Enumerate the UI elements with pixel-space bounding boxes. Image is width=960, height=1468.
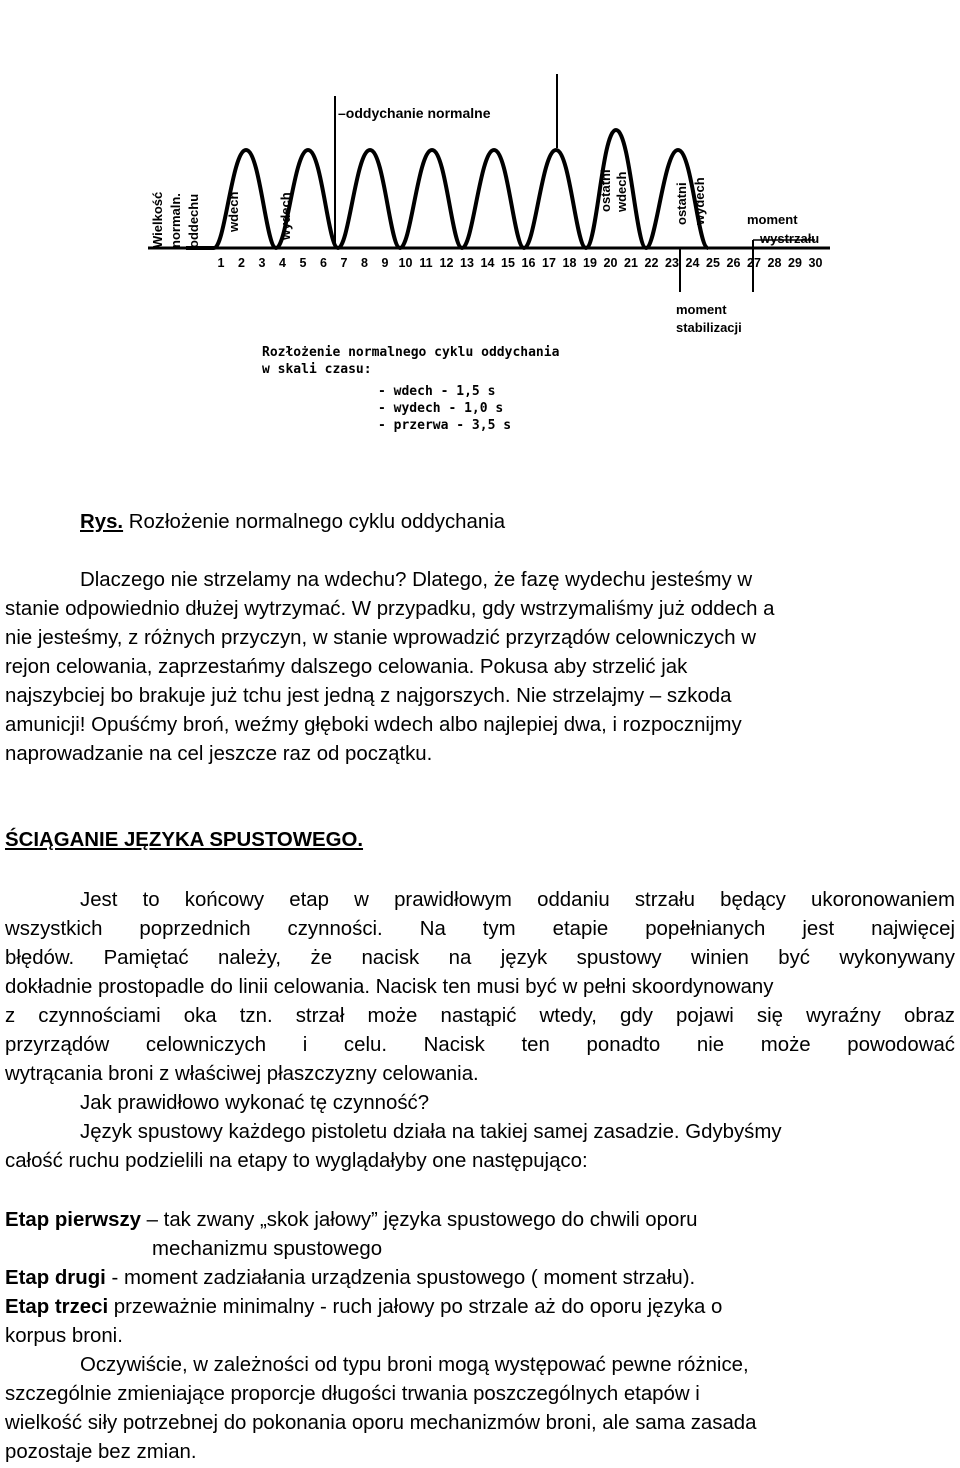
axis-tick-label: 23: [665, 256, 679, 270]
svg-text:wystrzału: wystrzału: [760, 231, 820, 246]
svg-text:ostatni: ostatni: [674, 182, 689, 225]
axis-tick-label: 6: [320, 256, 327, 270]
breathing-cycle-diagram: [0, 0, 960, 440]
svg-text:- wydech - 1,0 s: - wydech - 1,0 s: [378, 401, 504, 416]
stabilization-label: [676, 302, 742, 335]
axis-tick-label: 27: [747, 256, 761, 270]
axis-tick-label: 22: [644, 256, 659, 270]
svg-text:oddechu: oddechu: [186, 193, 201, 248]
stage-2: [5, 1264, 960, 1293]
axis-tick-label: 8: [361, 256, 368, 270]
scan-note: [262, 345, 560, 433]
para1-line: Dlaczego nie strzelamy na wdechu? Dlatego, że fazę wydechu jesteśmy w: [80, 569, 753, 591]
stage-3-cont: [5, 1322, 960, 1351]
axis-tick-label: 17: [542, 256, 556, 270]
axis-tick-label: 30: [808, 256, 823, 270]
axis-tick-label: 16: [521, 256, 536, 270]
para3-line: pozostaje bez zmian.: [5, 1441, 197, 1463]
stage-label: Etap pierwszy: [5, 1209, 141, 1231]
para2-line: z czynnościami oka tzn. strzał może nastąpić wtedy, gdy pojawi się wyraźny obraz: [5, 1005, 955, 1027]
svg-text:ostatni: ostatni: [598, 169, 613, 212]
stage-1: [5, 1206, 960, 1235]
axis-tick-label: 11: [419, 256, 433, 270]
stage-text: korpus broni.: [5, 1325, 123, 1347]
left-label: [150, 192, 201, 248]
para1-line: stanie odpowiednio dłużej wytrzymać. W przypadku, gdy wstrzymaliśmy już oddech a: [5, 598, 775, 620]
axis-tick-label: 12: [439, 256, 454, 270]
para3-line: Oczywiście, w zależności od typu broni mogą występować pewne różnice,: [80, 1354, 749, 1376]
para2-line: wytrącania broni z właściwej płaszczyzny celowania.: [5, 1063, 479, 1085]
axis-tick-label: 25: [706, 256, 720, 270]
para3-line: szczególnie zmieniające proporcje długości trwania poszczególnych etapów i: [5, 1383, 700, 1405]
svg-text:wdech: wdech: [614, 171, 629, 212]
svg-text:moment: moment: [747, 212, 798, 227]
para2-line: Język spustowy każdego pistoletu działa na takiej samej zasadzie. Gdybyśmy: [80, 1121, 782, 1143]
para1-line: nie jesteśmy, z różnych przyczyn, w stanie wprowadzić przyrządów celowniczych w: [5, 627, 756, 649]
para2-line: Jest to końcowy etap w prawidłowym oddaniu strzału będący ukoronowaniem: [80, 889, 955, 911]
svg-text:w skali czasu:: w skali czasu:: [262, 362, 372, 377]
axis-tick-label: 13: [460, 256, 474, 270]
axis-tick-label: 26: [726, 256, 741, 270]
svg-text:Rozłożenie normalnego cyklu od: Rozłożenie normalnego cyklu oddychania: [262, 345, 560, 360]
axis-tick-label: 24: [685, 256, 700, 270]
para2-line: całość ruchu podzielili na etapy to wyglądałyby one następująco:: [5, 1150, 588, 1172]
axis-tick-label: 1: [217, 256, 225, 270]
axis-tick-label: 28: [767, 256, 782, 270]
axis-tick-label: 2: [238, 256, 245, 270]
stage-text: – tak zwany „skok jałowy” języka spustowego do chwili oporu: [140, 1209, 698, 1231]
axis-tick-label: 20: [603, 256, 618, 270]
para1-line: najszybciej bo brakuje już tchu jest jedną z najgorszych. Nie strzelajmy – szkoda: [5, 685, 732, 707]
caption-rys: Rys.: [80, 511, 124, 533]
stage-label: Etap trzeci: [5, 1296, 109, 1318]
para2-line: wszystkich poprzednich czynności. Na tym etapie popełnianych jest najwięcej: [5, 918, 955, 940]
stage-text: przeważnie minimalny - ruch jałowy po strzale aż do oporu języka o: [108, 1296, 723, 1318]
axis-tick-label: 15: [501, 256, 515, 270]
para1-line: naprowadzanie na cel jeszcze raz od początku.: [5, 743, 433, 765]
axis-tick-label: 29: [788, 256, 802, 270]
caption-text: Rozłożenie normalnego cyklu oddychania: [123, 511, 506, 533]
stage-3: [5, 1293, 960, 1322]
para2-line: dokładnie prostopadle do linii celowania. Nacisk ten musi być w pełni skoordynowany: [5, 976, 774, 998]
para1-line: rejon celowania, zaprzestańmy dalszego celowania. Pokusa aby strzelić jak: [5, 656, 688, 678]
svg-text:normaln.: normaln.: [168, 193, 183, 248]
svg-text:- wdech - 1,5 s: - wdech - 1,5 s: [378, 384, 496, 399]
svg-text:stabilizacji: stabilizacji: [676, 320, 742, 335]
para1-line: amunicji! Opuśćmy broń, weźmy głęboki wdech albo najlepiej dwa, i rozpocznijmy: [5, 714, 742, 736]
para2-line: błędów. Pamiętać należy, że nacisk na język spustowy winien być wykonywany: [5, 947, 955, 969]
axis-tick-label: 3: [258, 256, 266, 270]
breathing-waveform: [186, 130, 708, 248]
axis-tick-label: 18: [562, 256, 577, 270]
stage-label: Etap drugi: [5, 1267, 106, 1289]
stage-text: - moment zadziałania urządzenia spustowego ( moment strzału).: [105, 1267, 696, 1289]
axis-tick-label: 19: [583, 256, 597, 270]
para3-line: wielkość siły potrzebnej do pokonania oporu mechanizmów broni, ale sama zasada: [5, 1412, 757, 1434]
axis-tick-label: 9: [381, 256, 389, 270]
svg-text:wydech: wydech: [692, 177, 707, 225]
axis-tick-label: 14: [480, 256, 495, 270]
svg-text:Wielkość: Wielkość: [150, 191, 165, 248]
axis-tick-label: 21: [624, 256, 638, 270]
inhale-label: wdech: [226, 191, 241, 232]
last-inhale-label: [598, 169, 629, 213]
axis-tick-label: 4: [279, 256, 286, 270]
shot-label: [747, 212, 819, 246]
axis-tick-label: 5: [299, 256, 307, 270]
time-axis-ticks: [218, 256, 823, 270]
exhale-label: wydech: [278, 192, 293, 240]
stage-text: mechanizmu spustowego: [152, 1238, 383, 1260]
svg-text:- przerwa - 3,5 s: - przerwa - 3,5 s: [378, 418, 512, 433]
para2-line: przyrządów celowniczych i celu. Nacisk ten ponadto nie może powodować: [5, 1034, 955, 1056]
svg-text:moment: moment: [676, 302, 727, 317]
figure-caption: [80, 508, 960, 537]
para2-line: Jak prawidłowo wykonać tę czynność?: [80, 1092, 430, 1114]
axis-tick-label: 10: [398, 256, 413, 270]
top-label: –oddychanie normalne: [338, 105, 491, 121]
section-heading: ŚCIĄGANIE JĘZYKA SPUSTOWEGO.: [5, 829, 364, 851]
axis-tick-label: 7: [340, 256, 348, 270]
stage-1-cont: [152, 1235, 960, 1264]
